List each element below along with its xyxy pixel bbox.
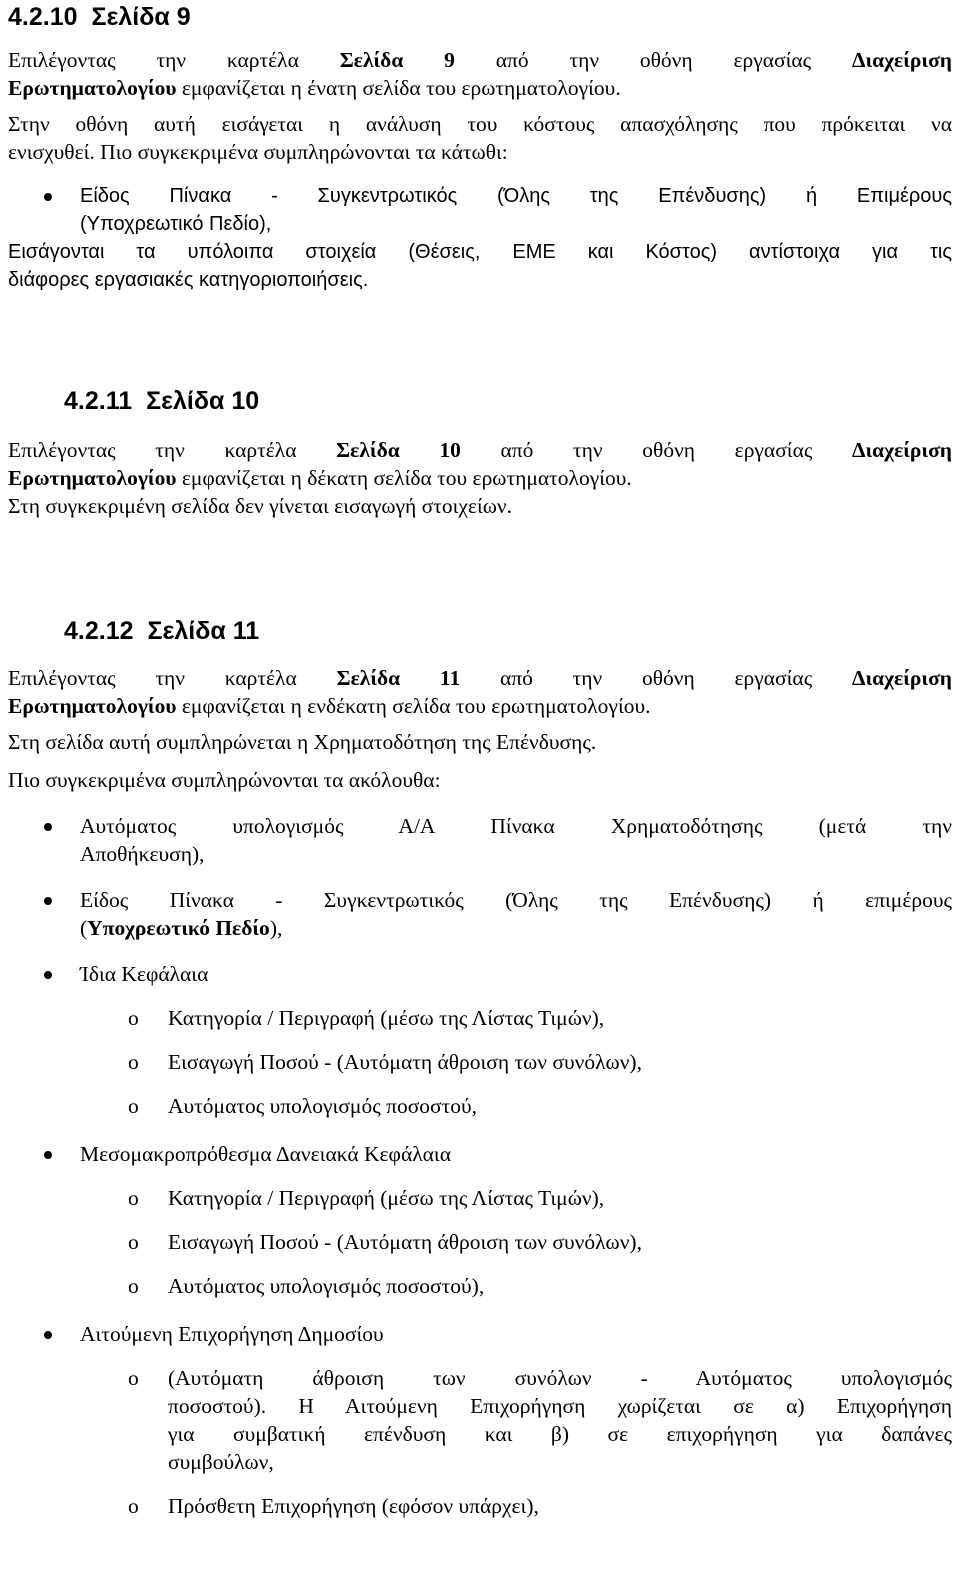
sub-item (8, 1272, 952, 1300)
text: από την οθόνη εργασίας (495, 48, 812, 72)
bullet-icon (44, 1331, 52, 1339)
bold-text: Διαχείριση (851, 666, 952, 690)
section-number: 4.2.12 (64, 617, 134, 645)
bullet-item (8, 886, 952, 942)
sub-item-text: (Αυτόματη άθροιση των συνόλων - Αυτόματος υπολογισμός (168, 1366, 952, 1390)
text: Επιλέγοντας την καρτέλα (8, 438, 297, 462)
circle-bullet-icon: o (128, 1094, 139, 1118)
text: ), (269, 916, 283, 940)
paragraph-cont: διάφορες εργασιακές κατηγοριοποιήσεις. (8, 269, 369, 291)
section-heading-4-2-11 (64, 386, 259, 416)
sub-item-text: Αυτόματος υπολογισμός ποσοστού, (168, 1094, 478, 1118)
bullet-text: Αποθήκευση), (80, 842, 205, 866)
section-4-2-11-body (8, 436, 952, 520)
section-title: Σελίδα 11 (147, 617, 260, 645)
bold-text: Σελίδα 10 (336, 438, 461, 462)
bullet-text: (Υποχρεωτικό Πεδίο), (80, 213, 272, 235)
bullet-item (8, 1140, 952, 1168)
bullet-text: Αιτούμενη Επιχορήγηση Δημοσίου (80, 1322, 384, 1346)
section-heading-4-2-12 (64, 616, 259, 646)
paragraph: Πιο συγκεκριμένα συμπληρώνονται τα ακόλουθα: (8, 768, 441, 792)
bullet-text: Ίδια Κεφάλαια (80, 962, 209, 986)
section-title: Σελίδα 10 (146, 387, 260, 415)
paragraph-cont (8, 74, 952, 102)
paragraph: Στην οθόνη αυτή εισάγεται η ανάλυση του κόστους απασχόλησης που πρόκειται να (8, 112, 952, 136)
section-number: 4.2.10 (8, 3, 78, 31)
sub-item-text: Κατηγορία / Περιγραφή (μέσω της Λίστας Τιμών), (168, 1186, 605, 1210)
bullet-icon (44, 1151, 52, 1159)
bullet-item (8, 1320, 952, 1348)
sub-item (8, 1092, 952, 1120)
sub-item-text: Εισαγωγή Ποσού - (Αυτόματη άθροιση των συνόλων), (168, 1050, 642, 1074)
circle-bullet-icon: o (128, 1186, 139, 1210)
bullet-icon (44, 897, 52, 905)
bold-text: Σελίδα 11 (336, 666, 461, 690)
text: εμφανίζεται η δέκατη σελίδα του ερωτηματολογίου. (181, 466, 632, 490)
bullet-item (8, 960, 952, 988)
paragraph: Εισάγονται τα υπόλοιπα στοιχεία (Θέσεις, ΕΜΕ και Κόστος) αντίστοιχα για τις (8, 241, 952, 263)
sub-item-text: ποσοστού). Η Αιτούμενη Επιχορήγηση χωρίζεται σε α) Επιχορήγηση (168, 1394, 952, 1418)
section-title: Σελίδα 9 (91, 3, 191, 31)
bullet-item (8, 812, 952, 868)
bullet-text: Μεσομακροπρόθεσμα Δανειακά Κεφάλαια (80, 1142, 451, 1166)
sub-item (8, 1004, 952, 1032)
section-heading-4-2-10 (8, 2, 191, 32)
bold-text: Σελίδα 9 (339, 48, 455, 72)
bullet-icon (44, 193, 52, 201)
section-4-2-12-body (8, 664, 952, 1520)
sub-item-text: Εισαγωγή Ποσού - (Αυτόματη άθροιση των συνόλων), (168, 1230, 642, 1254)
bold-text: Διαχείριση (851, 48, 952, 72)
circle-bullet-icon: o (128, 1494, 139, 1518)
bold-text: Ερωτηματολογίου (8, 466, 177, 490)
sub-item-text: Πρόσθετη Επιχορήγηση (εφόσον υπάρχει), (168, 1494, 539, 1518)
circle-bullet-icon: o (128, 1006, 139, 1030)
sub-item (8, 1228, 952, 1256)
paragraph: Στη σελίδα αυτή συμπληρώνεται η Χρηματοδότηση της Επένδυσης. (8, 730, 597, 754)
circle-bullet-icon: o (128, 1230, 139, 1254)
circle-bullet-icon: o (128, 1050, 139, 1074)
bullet-text: Είδος Πίνακα - Συγκεντρωτικός (Όλης της Επένδυσης) ή επιμέρους (80, 888, 952, 912)
text: Επιλέγοντας την καρτέλα (8, 666, 297, 690)
section-number: 4.2.11 (64, 387, 133, 415)
circle-bullet-icon: o (128, 1366, 139, 1390)
sub-item-text: Κατηγορία / Περιγραφή (μέσω της Λίστας Τιμών), (168, 1006, 605, 1030)
bullet-text (80, 914, 952, 942)
bullet-item (8, 182, 952, 238)
section-4-2-10-body (8, 46, 952, 294)
text: από την οθόνη εργασίας (500, 666, 813, 690)
bold-text: Ερωτηματολογίου (8, 76, 177, 100)
bullet-text: Αυτόματος υπολογισμός Α/Α Πίνακα Χρηματοδότησης (μετά την (80, 814, 952, 838)
paragraph (8, 46, 952, 74)
sub-item-text: Αυτόματος υπολογισμός ποσοστού), (168, 1274, 485, 1298)
bullet-text: Είδος Πίνακα - Συγκεντρωτικός (Όλης της Επένδυσης) ή Επιμέρους (80, 185, 952, 207)
sub-item-text: συμβούλων, (168, 1450, 274, 1474)
paragraph (8, 664, 952, 692)
bold-text: Διαχείριση (852, 438, 953, 462)
text: από την οθόνη εργασίας (500, 438, 813, 462)
sub-item (8, 1184, 952, 1212)
bold-text: Υποχρεωτικό Πεδίο (87, 916, 270, 940)
text: εμφανίζεται η ενδέκατη σελίδα του ερωτηματολογίου. (181, 694, 651, 718)
circle-bullet-icon: o (128, 1274, 139, 1298)
sub-item-text: για συμβατική επένδυση και β) σε επιχορήγηση για δαπάνες (168, 1422, 952, 1446)
bold-text: Ερωτηματολογίου (8, 694, 177, 718)
bullet-icon (44, 823, 52, 831)
paragraph (8, 436, 952, 464)
text: εμφανίζεται η ένατη σελίδα του ερωτηματολογίου. (181, 76, 621, 100)
text: ( (80, 916, 88, 940)
paragraph-cont (8, 464, 952, 492)
paragraph: Στη συγκεκριμένη σελίδα δεν γίνεται εισαγωγή στοιχείων. (8, 494, 512, 518)
paragraph-cont: ενισχυθεί. Πιο συγκεκριμένα συμπληρώνονται τα κάτωθι: (8, 140, 508, 164)
sub-item (8, 1492, 952, 1520)
sub-item (8, 1048, 952, 1076)
paragraph-cont (8, 692, 952, 720)
bullet-icon (44, 971, 52, 979)
sub-item (8, 1364, 952, 1476)
text: Επιλέγοντας την καρτέλα (8, 48, 299, 72)
